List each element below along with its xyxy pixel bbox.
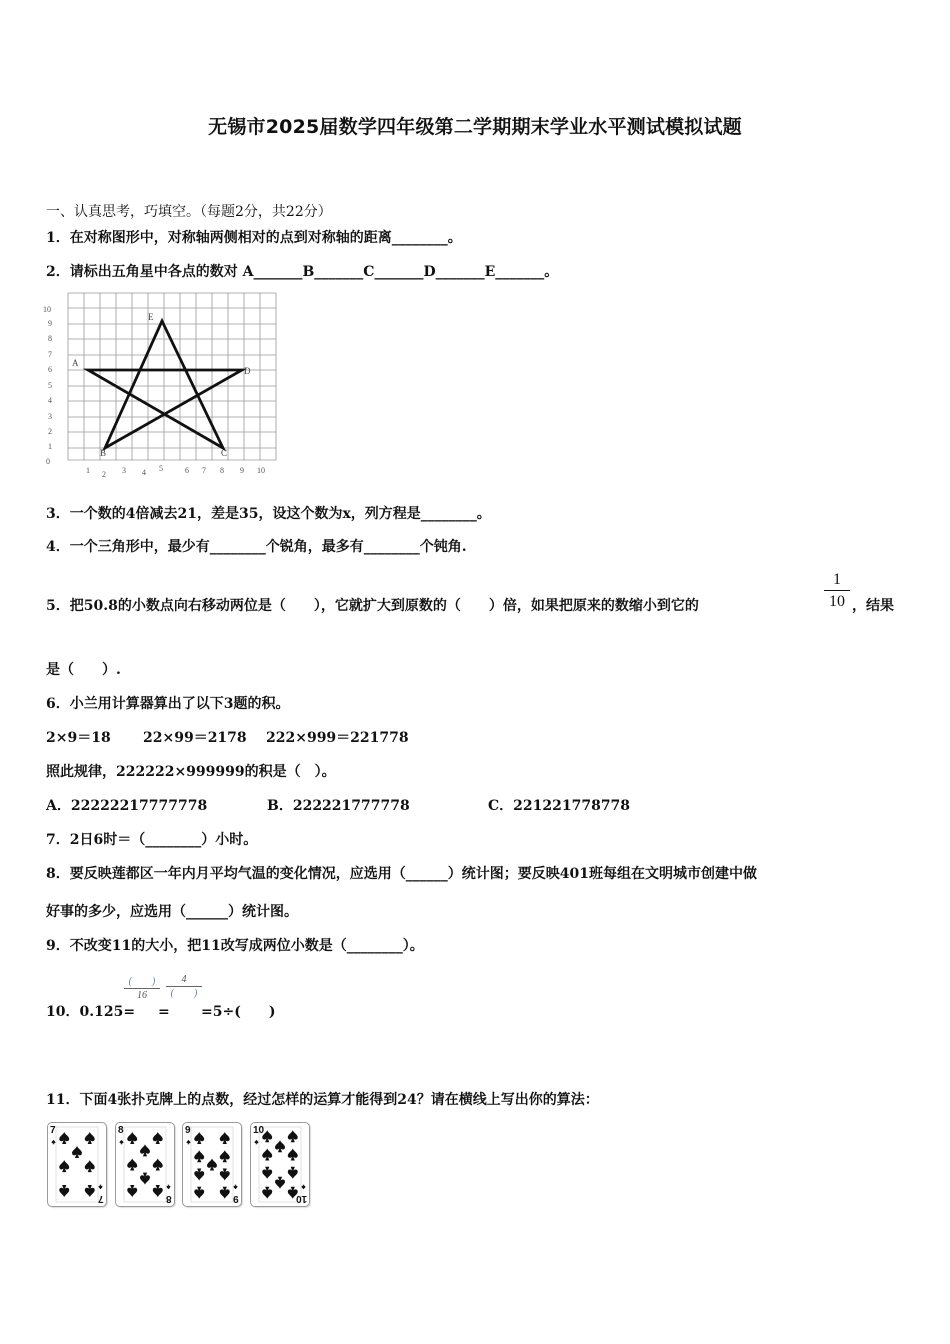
- question-4: 4．一个三角形中，最少有________个锐角，最多有________个钝角.: [46, 539, 467, 555]
- q10-frac2-numerator: 4: [181, 974, 187, 985]
- spade-pip: [127, 1132, 137, 1144]
- q6-rule: 照此规律，222222×999999的积是（ ）。: [46, 764, 336, 780]
- x-tick: 10: [257, 466, 265, 475]
- y-tick: 7: [48, 350, 52, 359]
- spade-pip: [255, 1140, 259, 1145]
- playing-card-9: [182, 1122, 242, 1207]
- q10-equals: =: [158, 1004, 170, 1020]
- y-tick: 0: [46, 457, 50, 466]
- x-tick: 7: [202, 466, 206, 475]
- spade-pip: [59, 1160, 69, 1172]
- page-title: 无锡市2025届数学四年级第二学期期末学业水平测试模拟试题: [208, 116, 742, 138]
- question-5: [46, 596, 699, 616]
- q10-fraction-2: [166, 974, 202, 1001]
- spade-pip: [153, 1159, 163, 1171]
- spade-pip: [99, 1185, 103, 1190]
- spade-pip: [262, 1149, 272, 1161]
- x-tick: 5: [159, 464, 163, 473]
- star-grid-figure: [40, 288, 290, 480]
- playing-card-8: [115, 1122, 175, 1207]
- y-tick: 5: [48, 381, 52, 390]
- point-label-c: C: [221, 448, 228, 458]
- x-tick: 1: [86, 466, 90, 475]
- spade-pip: [194, 1187, 204, 1199]
- fraction-numerator: 1: [833, 571, 841, 588]
- spade-pip: [85, 1185, 95, 1197]
- spade-pip: [288, 1167, 298, 1179]
- spade-pip: [52, 1140, 56, 1145]
- spade-pip: [302, 1185, 306, 1190]
- question-8-line2: 好事的多少，应选用（______）统计图。: [46, 904, 298, 920]
- question-5-end: ，结果: [852, 598, 894, 614]
- q10-fraction-1: [124, 976, 160, 1003]
- fraction-one-tenth: [824, 570, 850, 613]
- card-rank-bottom: 8: [166, 1193, 172, 1204]
- spade-pip: [262, 1167, 272, 1179]
- y-tick: 4: [48, 396, 52, 405]
- spade-pip: [194, 1150, 204, 1162]
- q6-equation-2: 22×99＝2178: [143, 730, 247, 746]
- y-tick: 9: [48, 319, 52, 328]
- card-rank-bottom: 9: [233, 1193, 239, 1204]
- spade-pip: [234, 1185, 238, 1190]
- spade-pip: [288, 1130, 298, 1142]
- q6-option-a: A．22222217777778: [46, 798, 208, 814]
- spade-pip: [59, 1132, 69, 1144]
- spade-pip: [187, 1140, 191, 1145]
- question-5-line2: 是（ ）.: [46, 662, 121, 678]
- playing-card-7: [47, 1122, 107, 1207]
- spade-pip: [140, 1144, 150, 1156]
- spade-pip: [275, 1140, 285, 1152]
- spade-pip: [72, 1146, 82, 1158]
- card-rank-top: 9: [185, 1125, 191, 1136]
- spade-pip: [85, 1160, 95, 1172]
- q10-frac1-numerator: ( ): [128, 976, 156, 987]
- question-7: 7．2日6时＝（________）小时。: [46, 832, 258, 848]
- y-tick: 3: [48, 412, 52, 421]
- spade-pip: [140, 1173, 150, 1185]
- card-rank-bottom: 10: [295, 1193, 307, 1204]
- point-label-a: A: [72, 358, 79, 368]
- x-tick: 8: [220, 466, 224, 475]
- section-heading: 一、认真思考，巧填空。（每题2分，共22分）: [46, 204, 332, 220]
- card-rank-top: 7: [50, 1125, 56, 1136]
- question-11: 11．下面4张扑克牌上的点数，经过怎样的运算才能得到24？请在横线上写出你的算法：: [46, 1092, 599, 1108]
- spade-pip: [194, 1168, 204, 1180]
- y-tick: 10: [43, 305, 51, 314]
- question-2: 2．请标出五角星中各点的数对 A_______B_______C_______D_______E_______。: [46, 264, 559, 280]
- question-1: 1．在对称图形中，对称轴两侧相对的点到对称轴的距离________。: [46, 230, 462, 246]
- question-5-text: 5．把50.8的小数点向右移动两位是（ ），它就扩大到原数的（ ）倍，如果把原来的数缩小到它的: [46, 598, 699, 614]
- x-tick: 9: [240, 466, 244, 475]
- spade-pip: [153, 1132, 163, 1144]
- y-tick: 2: [48, 427, 52, 436]
- spade-pip: [207, 1159, 217, 1171]
- q6-equation-3: 222×999＝221778: [266, 730, 409, 746]
- spade-pip: [220, 1132, 230, 1144]
- spade-pip: [127, 1159, 137, 1171]
- fraction-denominator: 10: [824, 590, 850, 613]
- spade-pip: [262, 1187, 272, 1199]
- spade-pip: [220, 1150, 230, 1162]
- x-tick: 4: [142, 468, 146, 477]
- point-label-b: B: [100, 448, 107, 458]
- spade-pip: [59, 1185, 69, 1197]
- q6-option-c: C．221221778778: [488, 798, 631, 814]
- card-rank-top: 10: [253, 1125, 265, 1136]
- x-tick: 6: [185, 466, 189, 475]
- spade-pip: [120, 1140, 124, 1145]
- question-3: 3．一个数的4倍减去21，差是35，设这个数为x，列方程是________。: [46, 506, 491, 522]
- q10-frac1-denominator: 16: [124, 988, 160, 1003]
- point-label-e: E: [148, 312, 154, 322]
- spade-pip: [167, 1185, 171, 1190]
- point-label-d: D: [244, 366, 251, 376]
- question-10-start: 10．0.125=: [46, 1004, 136, 1020]
- playing-card-10: [250, 1122, 310, 1207]
- card-rank-bottom: 7: [98, 1193, 104, 1204]
- question-9: 9．不改变11的大小，把11改写成两位小数是（________）。: [46, 938, 424, 954]
- x-tick: 3: [122, 466, 126, 475]
- q6-option-b: B．222221777778: [267, 798, 410, 814]
- question-10-end: =5÷( ): [201, 1004, 276, 1020]
- question-6: 6．小兰用计算器算出了以下3题的积。: [46, 696, 290, 712]
- question-8-line1: 8．要反映莲都区一年内月平均气温的变化情况，应选用（______）统计图；要反映401班每组在文明城市创建中做: [46, 866, 757, 882]
- x-tick: 2: [102, 470, 106, 479]
- spade-pip: [85, 1132, 95, 1144]
- y-tick: 6: [48, 365, 52, 374]
- five-pointed-star: [88, 321, 242, 448]
- spade-pip: [288, 1149, 298, 1161]
- spade-pip: [220, 1168, 230, 1180]
- spade-pip: [127, 1185, 137, 1197]
- y-tick: 8: [48, 334, 52, 343]
- q6-equation-1: 2×9＝18: [46, 730, 111, 746]
- spade-pip: [275, 1177, 285, 1189]
- spade-pip: [220, 1187, 230, 1199]
- spade-pip: [153, 1185, 163, 1197]
- y-tick: 1: [48, 442, 52, 451]
- q10-frac2-denominator: ( ): [166, 986, 202, 1001]
- spade-pip: [194, 1132, 204, 1144]
- card-rank-top: 8: [118, 1125, 124, 1136]
